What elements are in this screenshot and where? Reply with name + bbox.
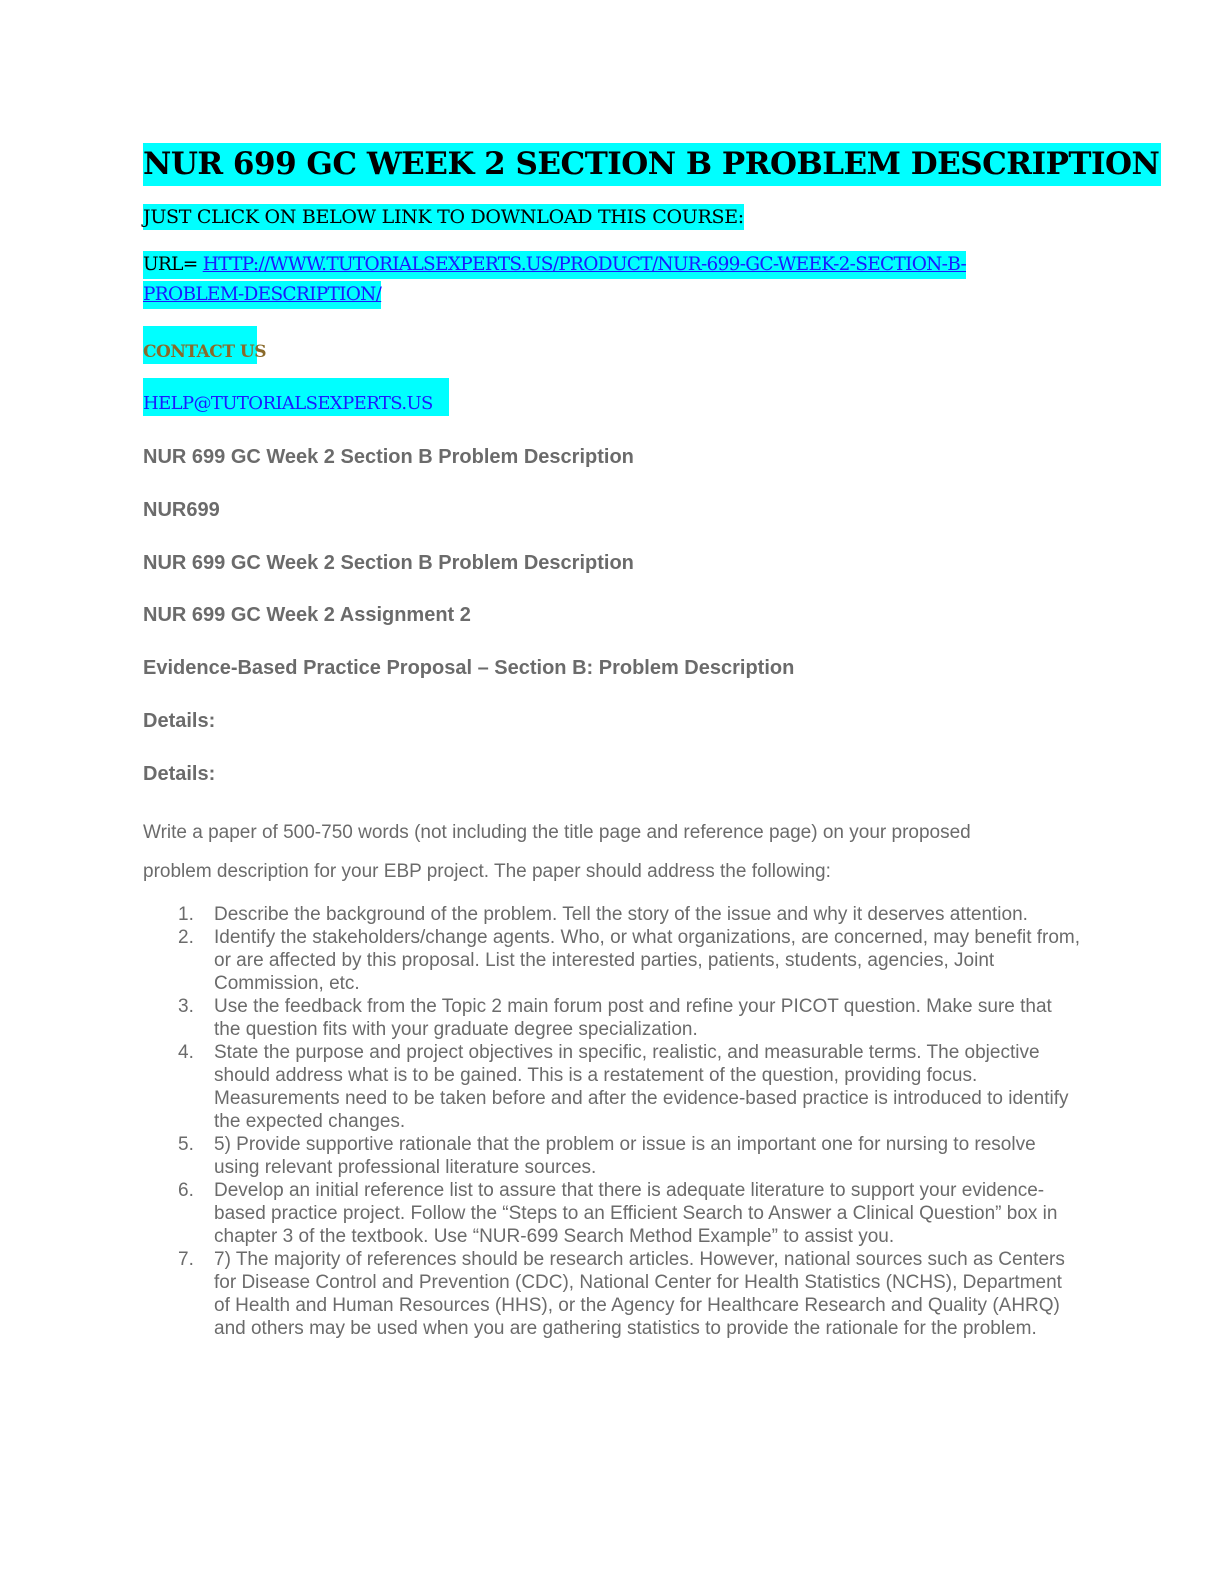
url-line (143, 251, 966, 279)
course-heading-repeat: NUR 699 GC Week 2 Section B Problem Description (143, 552, 634, 574)
assignment-heading: NUR 699 GC Week 2 Assignment 2 (143, 604, 471, 626)
list-number: 6. (178, 1180, 194, 1201)
list-item-text: State the purpose and project objectives in specific, realistic, and measurable terms. The objective should address what is to be gained. This is a restatement of the question, providing focus. Measurements need to be taken before and after the evidence-based practice is introduced to identify the expected changes. (214, 1042, 1069, 1132)
list-item (143, 1248, 1083, 1340)
list-item-text: 5) Provide supportive rationale that the problem or issue is an important one for nursing to resolve using relevant professional literature sources. (214, 1134, 1036, 1178)
intro-paragraph: Write a paper of 500-750 words (not including the title page and reference page) on your proposed problem description for your EBP project. The paper should address the following: (143, 822, 971, 882)
course-code: NUR699 (143, 499, 220, 521)
requirements-list (143, 903, 1083, 1340)
list-item-text: Develop an initial reference list to assure that there is adequate literature to support your evidence-based practice project. Follow the “Steps to an Efficient Search to Answer a Clinical Question” box in chapter 3 of the textbook. Use “NUR-699 Search Method Example” to assist you. (214, 1180, 1058, 1247)
proposal-heading: Evidence-Based Practice Proposal – Section B: Problem Description (143, 657, 795, 679)
list-item-text: Identify the stakeholders/change agents. Who, or what organizations, are concerned, may benefit from, or are affected by this proposal. List the interested parties, patients, students, agencies, Joint Commission, etc. (214, 927, 1081, 994)
list-item-text: Describe the background of the problem. Tell the story of the issue and why it deserves attention. (214, 904, 1028, 925)
url-line-continued (143, 281, 381, 309)
list-item (143, 1179, 1083, 1248)
list-item-text: Use the feedback from the Topic 2 main forum post and refine your PICOT question. Make sure that the question fits with your graduate degree specialization. (214, 996, 1052, 1040)
course-link[interactable]: HTTP://WWW.TUTORIALSEXPERTS.US/PRODUCT/NUR-699-GC-WEEK-2-SECTION-B- (202, 254, 967, 275)
page-title: NUR 699 GC WEEK 2 SECTION B PROBLEM DESCRIPTION (143, 143, 1161, 186)
list-item (143, 1133, 1083, 1179)
list-number: 5. (178, 1134, 194, 1155)
list-number: 2. (178, 927, 194, 948)
details-label: Details: (143, 710, 216, 732)
email-link[interactable]: HELP@TUTORIALSEXPERTS.US (143, 378, 449, 416)
contact-us-label: CONTACT US (143, 326, 257, 364)
list-number: 3. (178, 996, 194, 1017)
url-label: URL= (143, 254, 203, 275)
list-number: 7. (178, 1249, 194, 1270)
list-item-text: 7) The majority of references should be research articles. However, national sources such as Centers for Disease Control and Prevention (CDC), National Center for Health Statistics (NCHS), Department of Health and Human Resources (HHS), or the Agency for Healthcare Research and Quality (AHRQ) and others may be used when you are gathering statistics to provide the rationale for the problem. (214, 1249, 1065, 1339)
list-item (143, 1041, 1083, 1133)
details-label-repeat: Details: (143, 763, 216, 785)
course-heading: NUR 699 GC Week 2 Section B Problem Description (143, 446, 634, 468)
list-item (143, 903, 1083, 926)
list-number: 1. (178, 904, 194, 925)
list-item (143, 926, 1083, 995)
course-link-continued[interactable]: PROBLEM-DESCRIPTION/ (143, 284, 382, 305)
download-instruction: JUST CLICK ON BELOW LINK TO DOWNLOAD THIS COURSE: (143, 206, 744, 228)
list-number: 4. (178, 1042, 194, 1063)
list-item (143, 995, 1083, 1041)
